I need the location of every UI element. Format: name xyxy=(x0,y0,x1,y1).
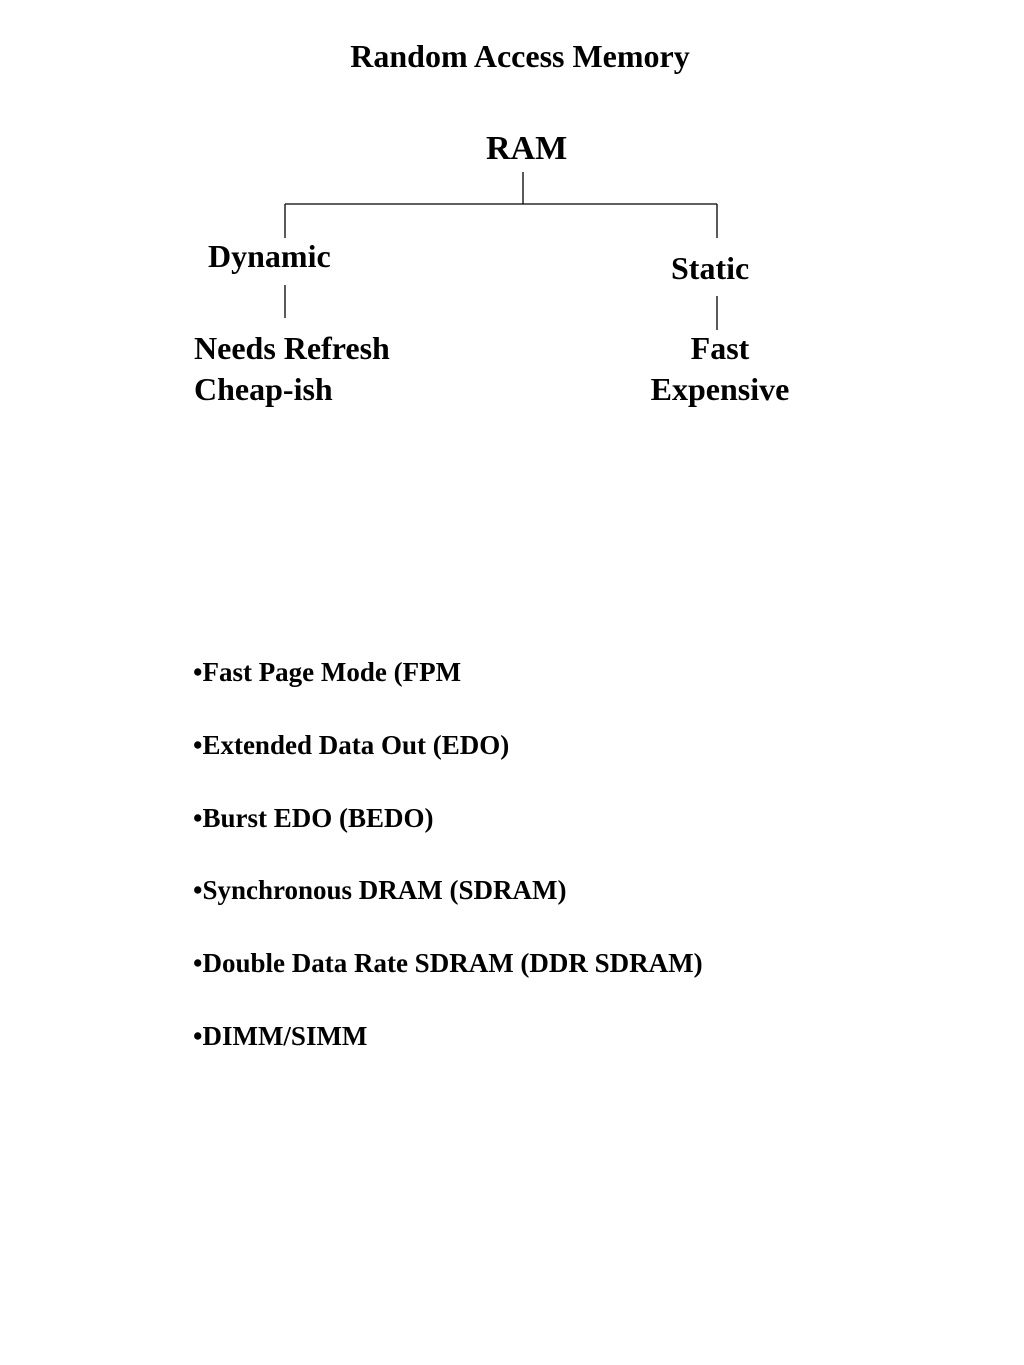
bullet-marker: • xyxy=(193,657,203,687)
list-item-text: Synchronous DRAM (SDRAM) xyxy=(202,875,567,906)
static-property: Fast xyxy=(690,330,750,366)
bullet-marker: • xyxy=(193,948,203,979)
dynamic-property: Needs Refresh xyxy=(194,330,390,366)
list-item xyxy=(193,874,703,947)
static-properties xyxy=(620,328,820,410)
list-item xyxy=(193,947,703,1020)
static-property: Expensive xyxy=(650,371,790,407)
list-item-text: Fast Page Mode (FPM xyxy=(202,657,462,687)
list-item xyxy=(193,802,703,875)
dynamic-properties xyxy=(194,328,390,410)
list-item xyxy=(193,656,703,729)
tree-node-static: Static xyxy=(671,250,750,286)
list-item xyxy=(193,1020,703,1093)
tree-root-node: RAM xyxy=(486,130,568,167)
list-item xyxy=(193,729,703,802)
list-item-text: Extended Data Out (EDO) xyxy=(202,729,510,760)
list-item-text: Burst EDO (BEDO) xyxy=(202,802,434,833)
dynamic-property: Cheap-ish xyxy=(194,371,333,407)
list-item-text: DIMM/SIMM xyxy=(202,1020,368,1051)
list-item-text: Double Data Rate SDRAM (DDR SDRAM) xyxy=(202,948,703,979)
bullet-marker: • xyxy=(193,729,203,760)
bullet-marker: • xyxy=(193,1020,203,1051)
page-title: Random Access Memory xyxy=(350,38,690,74)
bullet-marker: • xyxy=(193,802,203,833)
bullet-marker: • xyxy=(193,875,203,906)
dram-types-list xyxy=(193,656,703,1093)
tree-node-dynamic: Dynamic xyxy=(208,238,331,274)
